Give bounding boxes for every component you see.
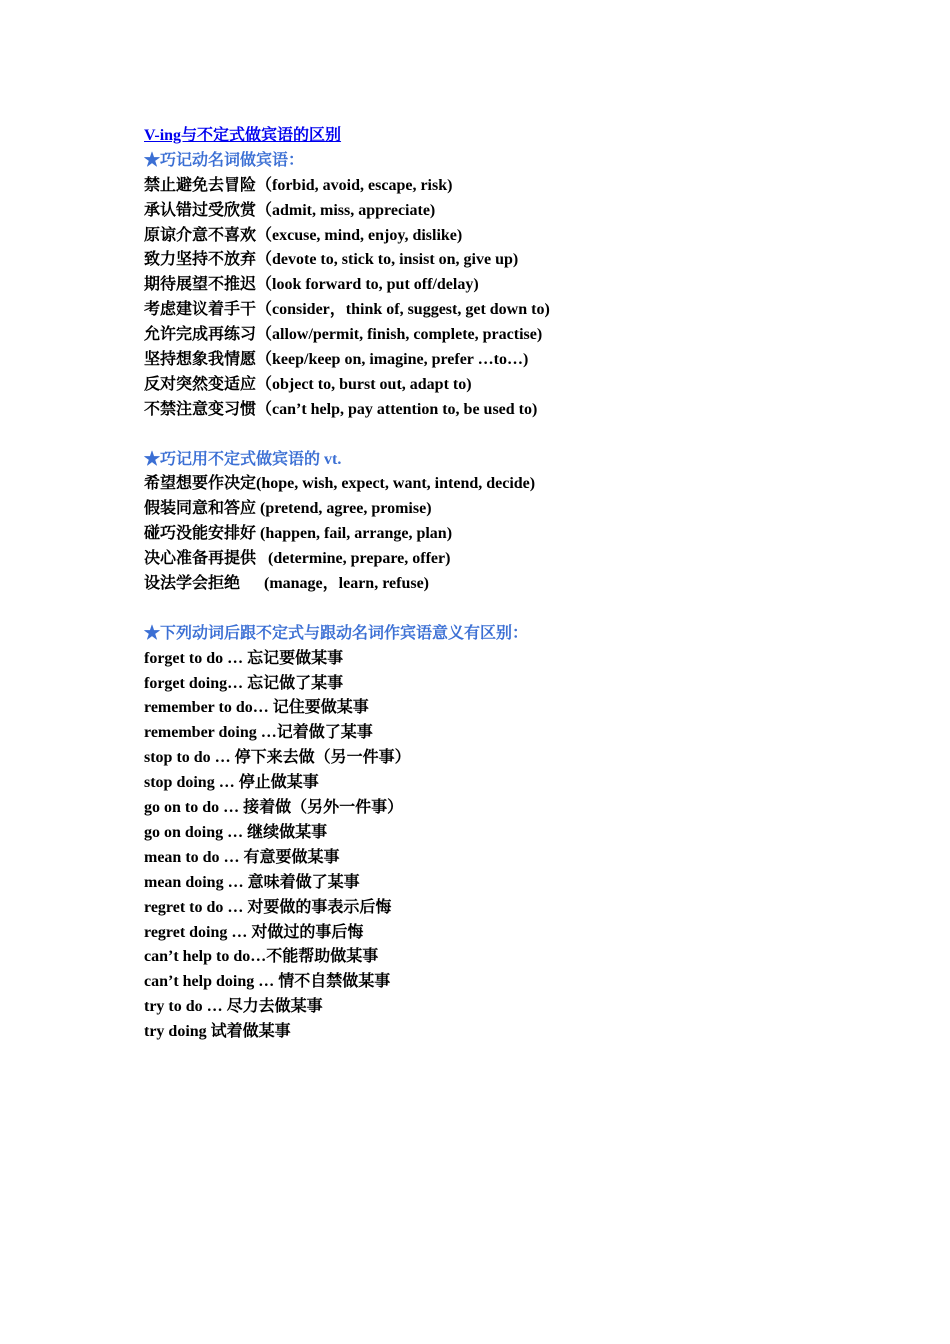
verb-usage-line: mean to do … 有意要做某事 (144, 848, 340, 866)
gerund-mnemonic-line: 期待展望不推迟（look forward to, put off/delay) (144, 276, 479, 294)
gerund-mnemonic-line: 坚持想象我情愿（keep/keep on, imagine, prefer …to…) (144, 351, 529, 369)
verb-usage-line: regret doing … 对做过的事后悔 (144, 923, 364, 941)
infinitive-mnemonic-line: 假装同意和答应 (pretend, agree, promise) (144, 500, 432, 518)
verb-usage-line: go on to do … 接着做（另外一件事） (144, 799, 404, 817)
infinitive-mnemonic-line: 决心准备再提供 (determine, prepare, offer) (144, 550, 451, 568)
verb-usage-line: try to do … 尽力去做某事 (144, 998, 323, 1016)
gerund-mnemonic-line: 反对突然变适应（object to, burst out, adapt to) (144, 375, 472, 393)
gerund-mnemonic-line: 考虑建议着手干（consider，think of, suggest, get down to) (144, 301, 550, 319)
verb-usage-line: regret to do … 对要做的事表示后悔 (144, 898, 392, 916)
verb-usage-line: can’t help doing … 情不自禁做某事 (144, 973, 391, 991)
verb-usage-line: can’t help to do…不能帮助做某事 (144, 948, 379, 966)
section-heading-gerund: ★巧记动名词做宾语： (144, 151, 305, 169)
verb-usage-line: try doing 试着做某事 (144, 1023, 291, 1041)
infinitive-mnemonic-line: 希望想要作决定(hope, wish, expect, want, intend, decide) (144, 475, 536, 493)
verb-usage-line: stop to do … 停下来去做（另一件事） (144, 749, 411, 767)
verb-usage-line: remember to do… 记住要做某事 (144, 699, 369, 717)
verb-usage-line: forget doing… 忘记做了某事 (144, 674, 344, 692)
document-content (144, 124, 844, 1045)
verb-usage-line: remember doing …记着做了某事 (144, 724, 373, 742)
gerund-mnemonic-line: 禁止避免去冒险（forbid, avoid, escape, risk) (144, 176, 453, 194)
gerund-mnemonic-line: 原谅介意不喜欢（excuse, mind, enjoy, dislike) (144, 226, 463, 244)
gerund-mnemonic-line: 承认错过受欣赏（admit, miss, appreciate) (144, 201, 436, 219)
verb-usage-line: stop doing … 停止做某事 (144, 774, 319, 792)
paragraph-gap (144, 597, 844, 622)
paragraph-gap (144, 423, 844, 448)
document-title-link[interactable]: V-ing与不定式做宾语的区别 (144, 127, 342, 144)
section-heading-infinitive: ★巧记用不定式做宾语的 vt. (144, 450, 342, 468)
verb-usage-line: forget to do … 忘记要做某事 (144, 649, 344, 667)
verb-usage-line: mean doing … 意味着做了某事 (144, 873, 360, 891)
gerund-mnemonic-line: 不禁注意变习惯（can’t help, pay attention to, be used to) (144, 400, 538, 418)
gerund-mnemonic-line: 致力坚持不放弃（devote to, stick to, insist on, give up) (144, 251, 519, 269)
verb-usage-line: go on doing … 继续做某事 (144, 823, 328, 841)
section-heading-difference: ★下列动词后跟不定式与跟动名词作宾语意义有区别： (144, 624, 529, 642)
gerund-mnemonic-line: 允许完成再练习（allow/permit, finish, complete, practise) (144, 326, 543, 344)
infinitive-mnemonic-line: 碰巧没能安排好 (happen, fail, arrange, plan) (144, 525, 453, 543)
infinitive-mnemonic-line: 设法学会拒绝 (manage，learn, refuse) (144, 575, 430, 593)
